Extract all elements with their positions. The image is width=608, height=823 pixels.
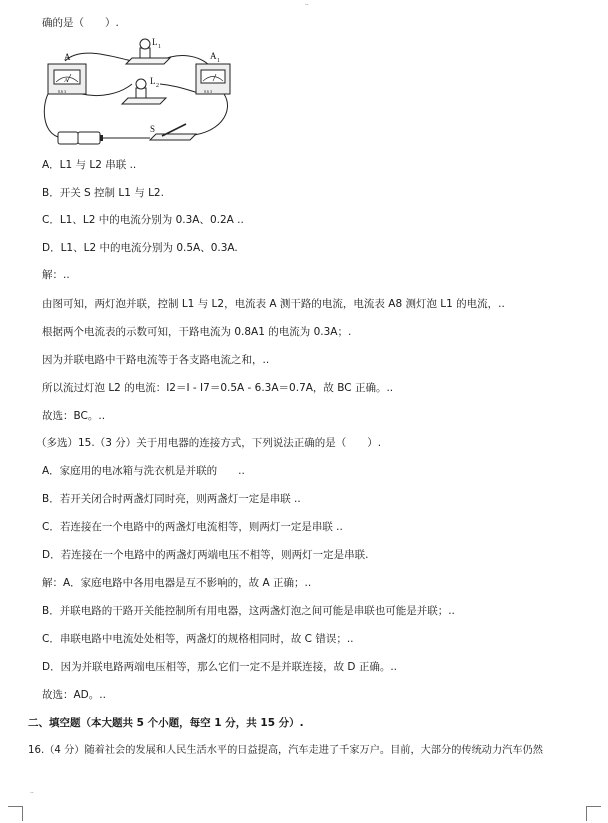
q14-option-c: C．L1、L2 中的电流分别为 0.3A、0.2A ..	[42, 214, 244, 226]
switch-label: S	[150, 124, 156, 134]
meter-left-label: A	[64, 52, 71, 62]
lamp1-sub: 1	[158, 44, 161, 50]
section-heading: 二、填空题（本大题共 5 个小题，每空 1 分，共 15 分）.	[28, 717, 304, 729]
q14-solution-line: 根据两个电流表的示数可知，干路电流为 0.8A1 的电流为 0.3A；.	[42, 326, 352, 338]
meter-right-scale: 0.6 3	[204, 89, 212, 94]
q14-answer: 故选：BC。..	[42, 410, 106, 422]
crop-mark-bottom-left	[8, 806, 23, 821]
q14-solution-line: 由图可知，两灯泡并联，控制 L1 与 L2，电流表 A 测干路的电流，电流表 A8 测灯泡 L1 的电流，..	[42, 298, 505, 310]
ammeter-right	[196, 51, 230, 94]
lamp2-label: L	[150, 76, 156, 86]
q15-solution-line: B．并联电路的干路开关能控制所有用电器，这两盏灯泡之间可能是串联也可能是并联；..	[42, 605, 455, 617]
lamp2-sub: 2	[156, 83, 159, 89]
q15-option-b: B．若开关闭合时两盏灯同时亮，则两盏灯一定是串联 ..	[42, 493, 301, 505]
switch	[150, 124, 196, 140]
circuit-figure	[40, 36, 240, 152]
battery	[58, 132, 103, 144]
q14-option-d: D．L1、L2 中的电流分别为 0.5A、0.3A.	[42, 242, 238, 254]
meter-right-sub: 1	[217, 58, 220, 64]
q15-solution-line: D．因为并联电路两端电压相等，那么它们一定不是并联连接，故 D 正确。..	[42, 661, 398, 673]
q14-solution-label: 解：..	[42, 269, 70, 281]
meter-right-label: A	[210, 51, 217, 61]
q14-option-b: B．开关 S 控制 L1 与 L2.	[42, 187, 164, 199]
q15-option-a: A．家庭用的电冰箱与洗衣机是并联的 ..	[42, 465, 245, 477]
lamp-l2	[122, 76, 166, 104]
q14-solution-line: 因为并联电路中干路电流等于各支路电流之和，..	[42, 354, 270, 366]
q14-option-a: A．L1 与 L2 串联 ..	[42, 159, 137, 171]
meter-left-inner-label: A	[64, 78, 69, 84]
lamp1-label: L	[152, 37, 158, 47]
bottom-tick: ..	[30, 788, 34, 795]
crop-mark-bottom-right	[586, 806, 601, 821]
ammeter-left	[48, 52, 86, 94]
q15-solution-line: C．串联电路中电流处处相等，两盏灯的规格相同时，故 C 错误；..	[42, 633, 354, 645]
q15-option-d: D．若连接在一个电路中的两盏灯两端电压不相等，则两灯一定是串联.	[42, 549, 369, 561]
q14-solution-line: 所以流过灯泡 L2 的电流：I2＝I - I7＝0.5A - 6.3A＝0.7A，故 BC 正确。..	[42, 382, 394, 394]
q15-stem: （多选）15.（3 分）关于用电器的连接方式，下列说法正确的是（ ）.	[36, 437, 382, 449]
q15-answer: 故选：AD。..	[42, 689, 106, 701]
meter-left-scale: 0.6 3	[58, 89, 66, 94]
q15-solution-line: 解：A．家庭电路中各用电器是互不影响的，故 A 正确；..	[42, 577, 312, 589]
q15-option-c: C．若连接在一个电路中的两盏灯电流相等，则两灯一定是串联 ..	[42, 521, 343, 533]
lamp-l1	[126, 37, 170, 64]
question-tail: 确的是（ ）.	[42, 17, 119, 29]
q16-text: 16.（4 分）随着社会的发展和人民生活水平的日益提高，汽车走进了千家万户。目前，大部分的传统动力汽车仍然	[28, 745, 543, 756]
top-tick: ..	[305, 0, 309, 7]
